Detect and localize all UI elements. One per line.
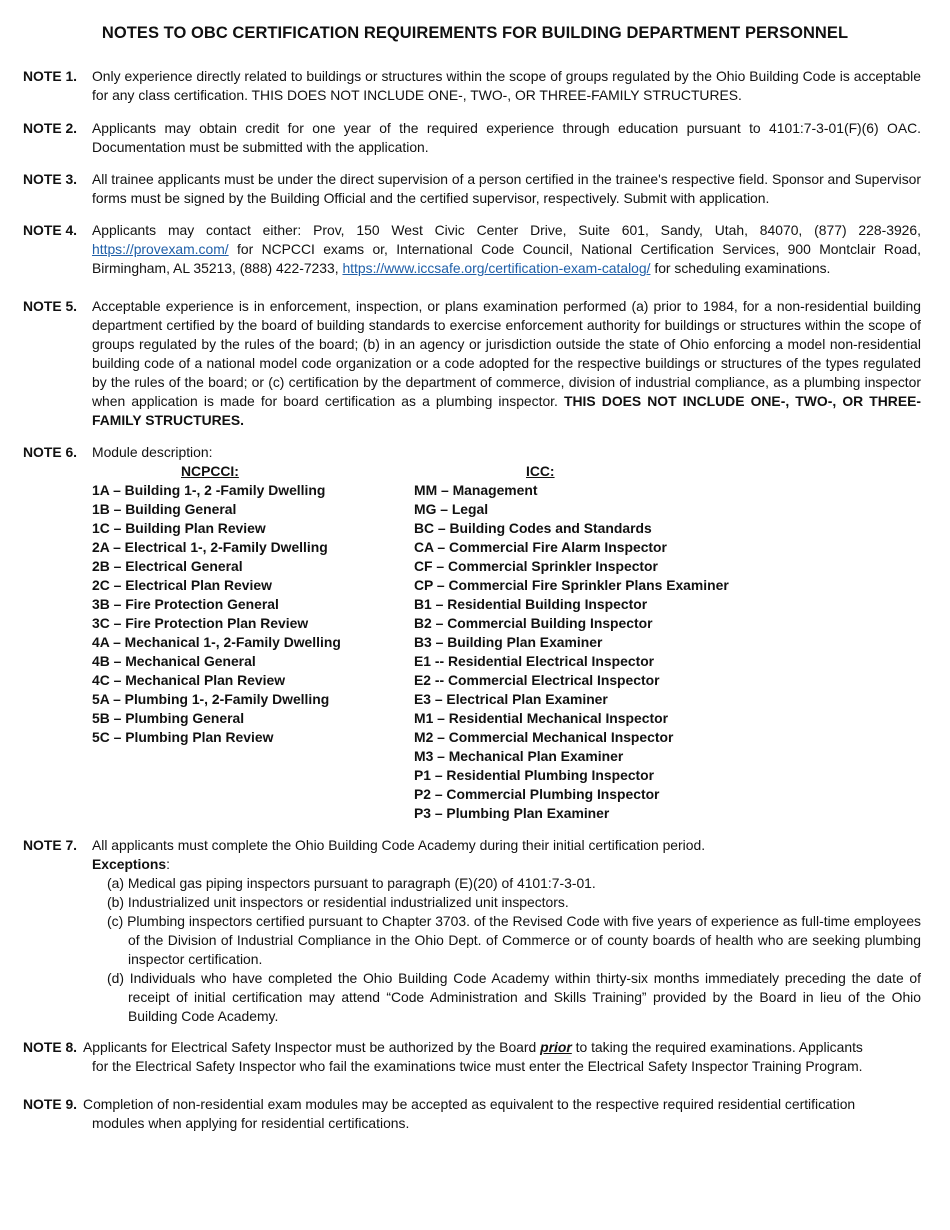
icc-module-item: CP – Commercial Fire Sprinkler Plans Examiner	[414, 577, 729, 593]
ncpcci-module-item: 3C – Fire Protection Plan Review	[92, 615, 309, 631]
note-9-text-a: Completion of non-residential exam modules may be accepted as equivalent to the respective required residential certification	[83, 1096, 856, 1112]
note-9	[23, 1095, 921, 1133]
icc-module-item: B3 – Building Plan Examiner	[414, 634, 603, 650]
icc-module-item: P3 – Plumbing Plan Examiner	[414, 805, 610, 821]
ncpcci-module-item: 2A – Electrical 1-, 2-Family Dwelling	[92, 539, 328, 555]
ncpcci-module-item: 1A – Building 1-, 2 -Family Dwelling	[92, 482, 326, 498]
note-label: NOTE 2.	[23, 120, 78, 136]
icc-module-item: CF – Commercial Sprinkler Inspector	[414, 558, 658, 574]
note-text: Only experience directly related to buildings or structures within the scope of groups regulated by the Ohio Building Code is acceptable for any class certification. THIS DOES NOT INCLUDE ONE-, TWO-, OR THREE-FAMILY STRUCTURES.	[92, 68, 921, 103]
ncpcci-module-item: 4C – Mechanical Plan Review	[92, 672, 286, 688]
icc-module-item: E3 – Electrical Plan Examiner	[414, 691, 608, 707]
icc-module-item: MG – Legal	[414, 501, 489, 517]
icc-module-item: E1 -- Residential Electrical Inspector	[414, 653, 655, 669]
note-5	[23, 297, 921, 430]
icc-module-item: B1 – Residential Building Inspector	[414, 596, 648, 612]
ncpcci-module-item: 1C – Building Plan Review	[92, 520, 266, 536]
note-text	[23, 1095, 921, 1114]
icc-module-item: M2 – Commercial Mechanical Inspector	[414, 729, 674, 745]
note-text: Applicants may obtain credit for one year of the required experience through education pursuant to 4101:7-3-01(F)(6) OAC. Documentation must be submitted with the application.	[92, 120, 921, 155]
note-label: NOTE 8.	[23, 1039, 78, 1055]
ncpcci-module-item: 2B – Electrical General	[92, 558, 243, 574]
note-5-text: Acceptable experience is in enforcement, inspection, or plans examination performed (a) prior to 1984, for a non-residential building department certified by the board of building standards to exercise enforcement authority for buildings or structures within the scope of groups regulated by the rules of the board; (b) in an agency or jurisdiction outside the state of Ohio enforcing a model non-residential building code of a national model code organization or a code adopted for the respective buildings or structures of the types regulated by the rules of the board; or (c) certification by the department of commerce, division of industrial compliance, as a plumbing inspector when application is made for board certification as a plumbing inspector.	[92, 298, 921, 409]
note-label: NOTE 5.	[23, 298, 78, 314]
note-8-text-b: to taking the required examinations. Applicants	[571, 1039, 863, 1055]
note-text	[92, 221, 921, 278]
note-7	[23, 836, 921, 1026]
ncpcci-module-item: 5B – Plumbing General	[92, 710, 245, 726]
icc-heading: ICC:	[526, 463, 555, 479]
exceptions-title	[92, 855, 921, 874]
note-1	[23, 67, 921, 105]
note-text	[92, 297, 921, 430]
icc-module-item: E2 -- Commercial Electrical Inspector	[414, 672, 660, 688]
exception-item: (a) Medical gas piping inspectors pursuant to paragraph (E)(20) of 4101:7-3-01.	[107, 875, 596, 891]
exception-item: (c) Plumbing inspectors certified pursuant to Chapter 3703. of the Revised Code with five years of experience as full-time employees of the Division of Industrial Compliance in the Ohio Dept. of Commerce or of county boards of health who are seeking plumbing inspector certification.	[107, 913, 921, 967]
ncpcci-module-item: 4B – Mechanical General	[92, 653, 256, 669]
note-5-bold-text: THIS DOES NOT INCLUDE ONE-, TWO-, OR THREE-FAMILY STRUCTURES.	[92, 393, 921, 428]
exceptions-colon: :	[166, 856, 170, 872]
exceptions-title-text: Exceptions	[92, 856, 167, 872]
ncpcci-module-item: 5A – Plumbing 1-, 2-Family Dwelling	[92, 691, 330, 707]
exception-item: (b) Industrialized unit inspectors or residential industrialized unit inspectors.	[107, 894, 569, 910]
note-8-emphasis: prior	[540, 1039, 572, 1055]
note-4-text-c: for scheduling examinations.	[650, 260, 831, 276]
note-6	[23, 443, 921, 462]
note-text: All applicants must complete the Ohio Building Code Academy during their initial certification period.	[92, 837, 706, 853]
note-9-continuation: modules when applying for residential certifications.	[92, 1115, 410, 1131]
exception-item: (d) Individuals who have completed the Ohio Building Code Academy within thirty-six months immediately preceding the date of receipt of initial certification may attend “Code Administration and Skills Training” provided by the Board in lieu of the Ohio Building Code Academy.	[107, 970, 921, 1024]
icc-module-item: P1 – Residential Plumbing Inspector	[414, 767, 655, 783]
note-text	[23, 1038, 921, 1057]
note-label: NOTE 4.	[23, 222, 78, 238]
note-label: NOTE 3.	[23, 171, 78, 187]
note-2	[23, 119, 921, 157]
iccsafe-link[interactable]: https://www.iccsafe.org/certification-exam-catalog/	[342, 260, 651, 276]
note-8-text-a: Applicants for Electrical Safety Inspector must be authorized by the Board	[83, 1039, 541, 1055]
icc-module-item: M3 – Mechanical Plan Examiner	[414, 748, 624, 764]
note-text: Module description:	[92, 444, 213, 460]
note-4-text-a: Applicants may contact either: Prov, 150 West Civic Center Drive, Suite 601, Sandy, Utah, 84070, (877) 228-3926,	[92, 222, 921, 238]
icc-module-item: B2 – Commercial Building Inspector	[414, 615, 653, 631]
note-8-continuation: for the Electrical Safety Inspector who fail the examinations twice must enter the Electrical Safety Inspector Training Program.	[92, 1058, 863, 1074]
note-label: NOTE 1.	[23, 68, 78, 84]
note-4-text-b: for NCPCCI exams or, International Code Council, National Certification Services, 900 Montclair Road, Birmingham, AL 35213, (888) 422-7233,	[92, 241, 921, 276]
provexam-link[interactable]: https://provexam.com/	[92, 241, 229, 257]
ncpcci-module-item: 3B – Fire Protection General	[92, 596, 279, 612]
note-text: All trainee applicants must be under the direct supervision of a person certified in the trainee's respective field. Sponsor and Supervisor forms must be signed by the Building Official and the certified supervisor, respectively. Submit with application.	[92, 171, 921, 206]
ncpcci-heading: NCPCCI:	[181, 463, 239, 479]
icc-module-item: P2 – Commercial Plumbing Inspector	[414, 786, 660, 802]
ncpcci-column	[92, 462, 392, 747]
ncpcci-module-list	[92, 481, 392, 747]
page-title: NOTES TO OBC CERTIFICATION REQUIREMENTS FOR BUILDING DEPARTMENT PERSONNEL	[101, 24, 849, 42]
note-8	[23, 1038, 921, 1076]
icc-module-list	[414, 481, 834, 823]
icc-column	[414, 462, 834, 823]
ncpcci-module-item: 2C – Electrical Plan Review	[92, 577, 272, 593]
ncpcci-module-item: 5C – Plumbing Plan Review	[92, 729, 274, 745]
note-label: NOTE 7.	[23, 837, 78, 853]
icc-module-item: M1 – Residential Mechanical Inspector	[414, 710, 668, 726]
note-4	[23, 221, 921, 278]
note-3	[23, 170, 921, 208]
ncpcci-module-item: 4A – Mechanical 1-, 2-Family Dwelling	[92, 634, 341, 650]
note-label: NOTE 6.	[23, 444, 78, 460]
icc-module-item: BC – Building Codes and Standards	[414, 520, 652, 536]
module-description-table	[92, 462, 852, 842]
icc-module-item: CA – Commercial Fire Alarm Inspector	[414, 539, 667, 555]
ncpcci-module-item: 1B – Building General	[92, 501, 237, 517]
note-label: NOTE 9.	[23, 1096, 78, 1112]
icc-module-item: MM – Management	[414, 482, 538, 498]
